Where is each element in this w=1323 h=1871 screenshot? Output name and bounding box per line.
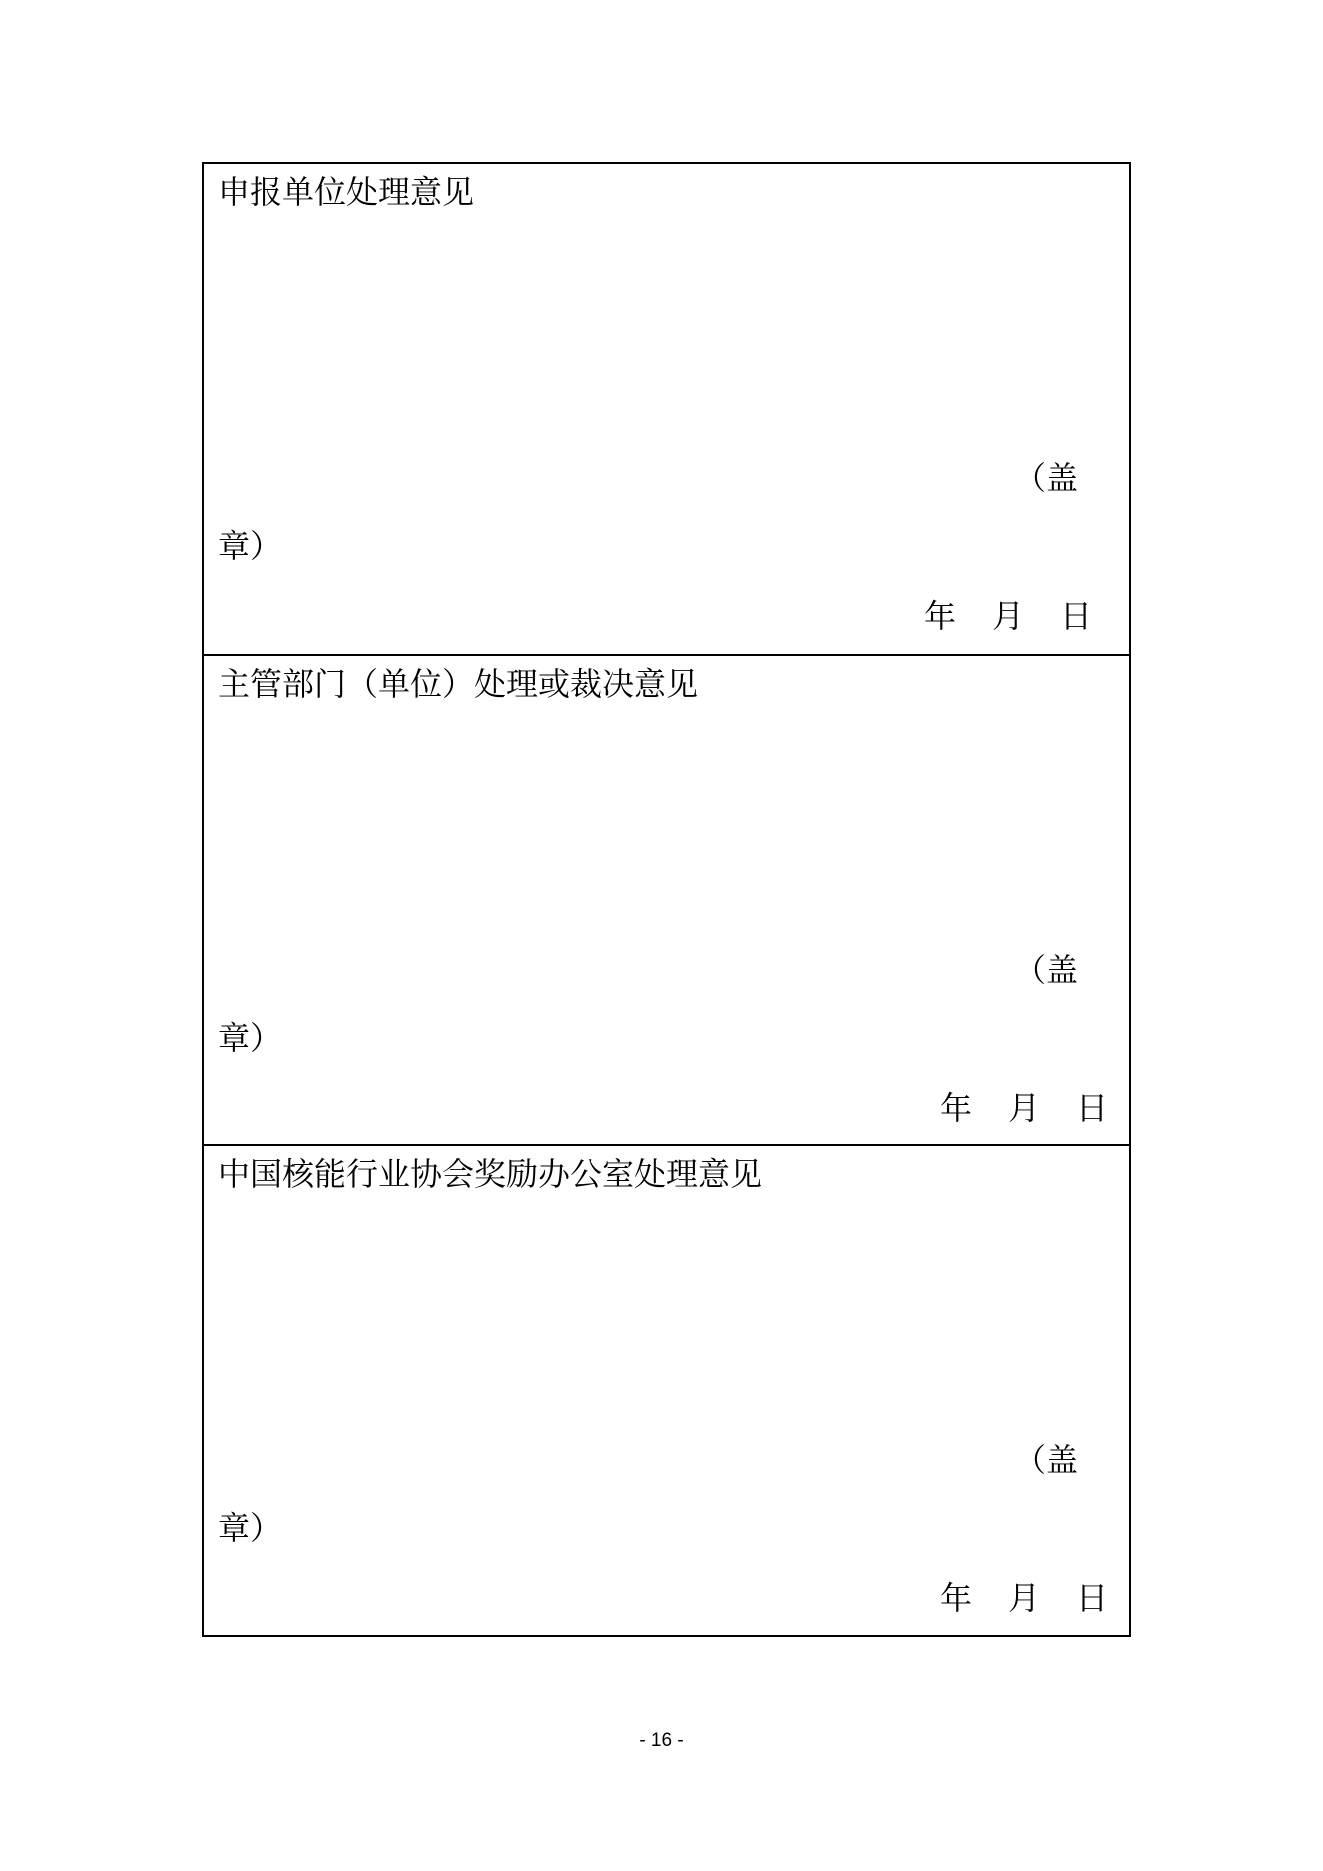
- page-number: - 16 -: [639, 1730, 684, 1751]
- seal-label-open: （盖: [1014, 1441, 1079, 1479]
- date-month-label: 月: [992, 597, 1025, 635]
- date-day-label: 日: [1076, 1089, 1109, 1127]
- section-title: 申报单位处理意见: [218, 173, 475, 211]
- date-month-label: 月: [1008, 1089, 1041, 1127]
- date-day-label: 日: [1076, 1579, 1109, 1617]
- opinion-form-table: [202, 162, 1131, 1637]
- seal-label-open: （盖: [1014, 951, 1079, 989]
- date-year-label: 年: [940, 1579, 973, 1617]
- section-award-office-opinion: [204, 1144, 1129, 1635]
- section-applicant-opinion: [204, 164, 1129, 654]
- date-year-label: 年: [940, 1089, 973, 1127]
- seal-label-close: 章）: [218, 527, 283, 565]
- seal-label-close: 章）: [218, 1019, 283, 1057]
- section-title: 主管部门（单位）处理或裁决意见: [218, 665, 699, 703]
- date-month-label: 月: [1008, 1579, 1041, 1617]
- section-supervisor-opinion: [204, 654, 1129, 1144]
- seal-label-close: 章）: [218, 1509, 283, 1547]
- section-title: 中国核能行业协会奖励办公室处理意见: [218, 1155, 763, 1193]
- date-year-label: 年: [924, 597, 957, 635]
- seal-label-open: （盖: [1014, 459, 1079, 497]
- date-day-label: 日: [1060, 597, 1093, 635]
